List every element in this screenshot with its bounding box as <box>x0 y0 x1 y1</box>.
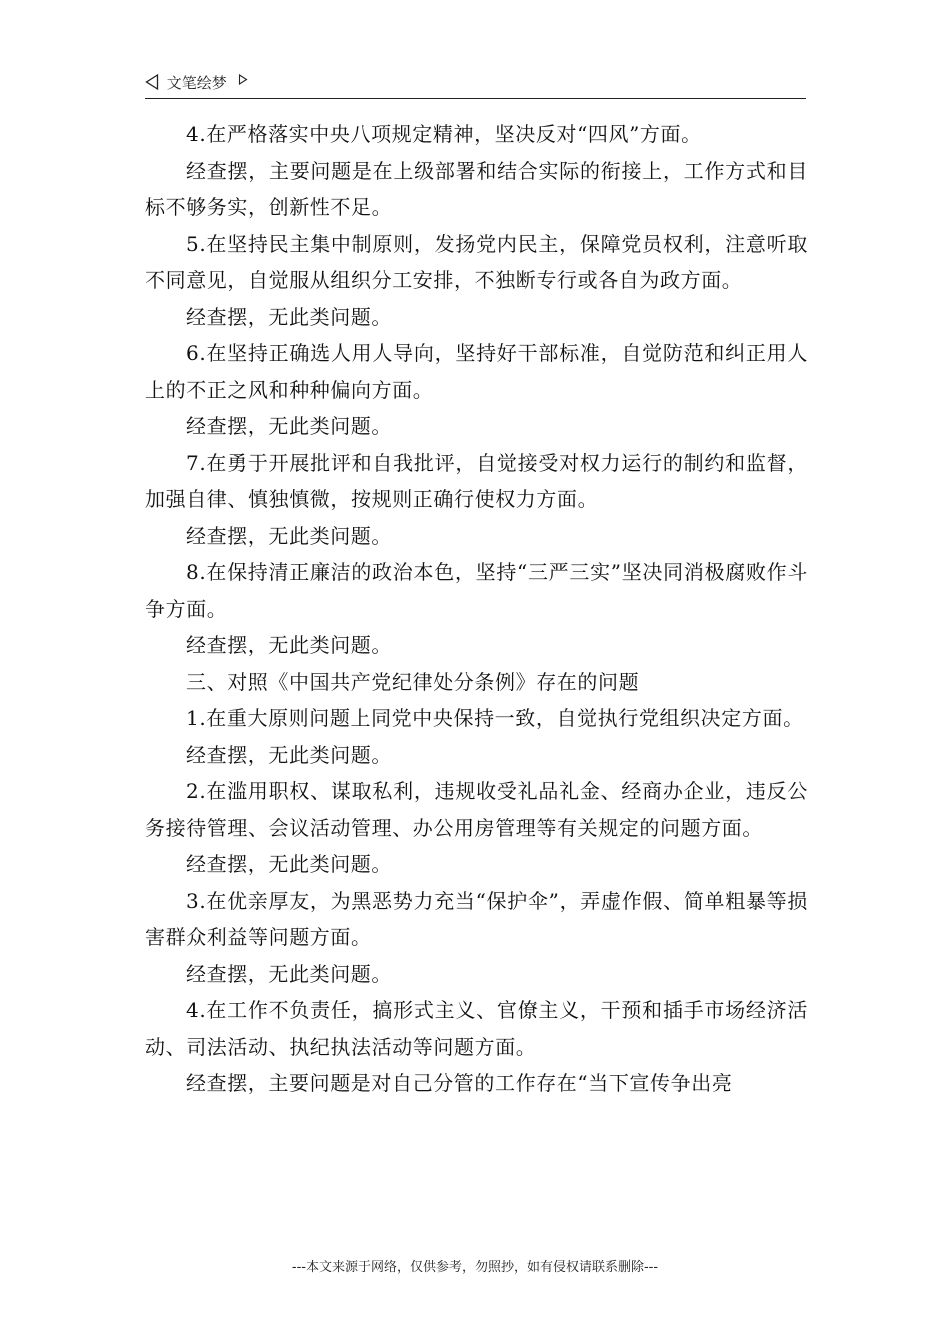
paragraph: 4.在工作不负责任，搞形式主义、官僚主义，干预和插手市场经济活动、司法活动、执纪执法活动等问题方面。 <box>145 998 808 1059</box>
triangle-right-outline-icon <box>238 72 248 88</box>
header-brand: 文笔绘梦 <box>166 74 227 92</box>
document-body <box>145 116 808 1102</box>
paragraph: 经查摆，主要问题是对自己分管的工作存在“当下宣传争出亮 <box>186 1071 733 1095</box>
paragraph: 经查摆，无此类问题。 <box>186 742 392 767</box>
paragraph: 经查摆，主要问题是在上级部署和结合实际的衔接上，工作方式和目标不够务实，创新性不足。 <box>145 158 808 219</box>
paragraph: 8.在保持清正廉洁的政治本色，坚持“三严三实”坚决同消极腐败作斗争方面。 <box>145 560 808 621</box>
paragraph: 经查摆，无此类问题。 <box>186 852 392 876</box>
triangle-left-outline-icon <box>145 72 159 92</box>
paragraph: 4.在严格落实中央八项规定精神，坚决反对“四风”方面。 <box>186 122 702 146</box>
paragraph: 3.在优亲厚友，为黑恶势力充当“保护伞”，弄虚作假、简单粗暴等损害群众利益等问题方面。 <box>145 888 808 949</box>
section-heading: 三、对照《中国共产党纪律处分条例》存在的问题 <box>186 669 640 694</box>
paragraph: 经查摆，无此类问题。 <box>186 961 392 986</box>
paragraph: 经查摆，无此类问题。 <box>186 633 392 657</box>
paragraph: 2.在滥用职权、谋取私利，违规收受礼品礼金、经商办企业，违反公务接待管理、会议活动管理、办公用房管理等有关规定的问题方面。 <box>145 779 808 840</box>
page-header <box>145 72 806 99</box>
paragraph: 1.在重大原则问题上同党中央保持一致，自觉执行党组织决定方面。 <box>186 706 804 730</box>
paragraph: 6.在坚持正确选人用人导向，坚持好干部标准，自觉防范和纠正用人上的不正之风和种种偏向方面。 <box>145 341 808 402</box>
paragraph: 7.在勇于开展批评和自我批评，自觉接受对权力运行的制约和监督，加强自律、慎独慎微，按规则正确行使权力方面。 <box>145 450 808 511</box>
paragraph: 经查摆，无此类问题。 <box>186 414 392 438</box>
paragraph: 经查摆，无此类问题。 <box>186 523 392 548</box>
paragraph: 5.在坚持民主集中制原则，发扬党内民主，保障党员权利，注意听取不同意见，自觉服从组织分工安排，不独断专行或各自为政方面。 <box>145 231 808 292</box>
paragraph: 经查摆，无此类问题。 <box>186 304 392 329</box>
footer-disclaimer: ---本文来源于网络，仅供参考，勿照抄，如有侵权请联系删除--- <box>291 1260 659 1275</box>
